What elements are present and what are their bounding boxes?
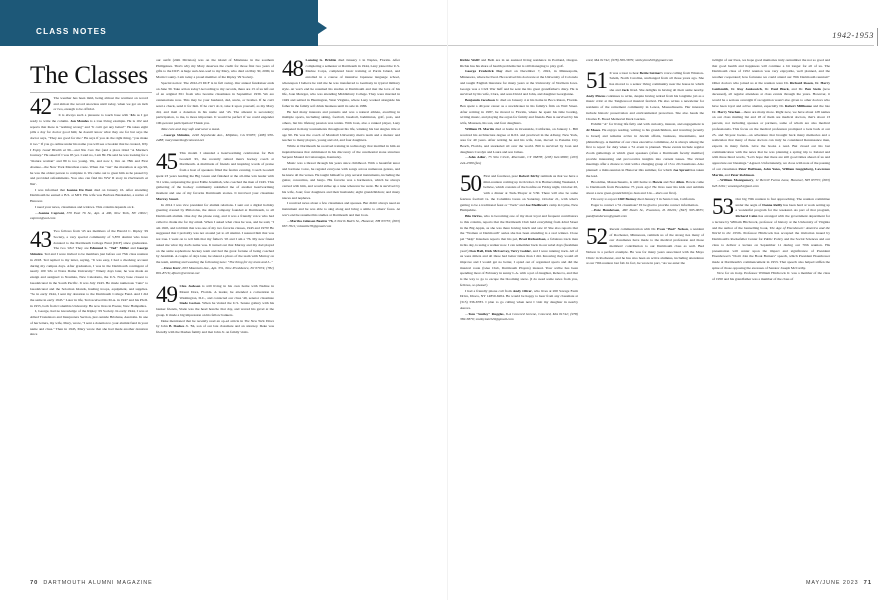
class-secretary-signature: —Joanna Caproni, 370 East 76 St., Apt. A 406, New York, NY 10021; caproni@aol.com xyxy=(30,210,149,221)
class-secretary-signature: —Tom "Smiley" Ruggles, 8-A Concord Greene, Concord, MA 01742; (978) 369-5879; smileytom329@gmail.com xyxy=(460,311,578,322)
class-note-paragraph: 50 First and foremost, prez Robert Kirby reminds us that we have a mini-reunion coming up in October. It is Homecoming Weekend, I believe, which consists of the bonfire on Friday night, October 20, with a dinner at Tuck-Thayer at 5:30. There will also be some fearless football vs. the Columbia Lions on Saturday, October 21, with what's getting to be a traditional feast or "Tuck" and Joe Medlicott's camp in Lyme, New Hampshire. xyxy=(460,171,579,213)
class-note-paragraph: 52 Recent communication with Dr. Evan "Bud" Nelson, a resident of Rochester, Minnesota, reminds us of the strong ties many of our classmates have made to the medical profession and those members' contribution to our Dartmouth class as well. Bud Nelson is a perfect example. He was for many years associated with the Mayo Clinic in Rochester, and he has also been an active alumnus, including attendance at our 70th reunion last fall. In fact, he wrote in part, "As we enter the xyxy=(586,224,705,266)
class-secretary-signature: —Pete Henderson, 480 Davis St., Evanston, IL 60201; (847) 905-0635; pandjhenderson@gmail.com xyxy=(586,208,704,219)
class-note-paragraph: Exhibit "A" for living life fully and with curiosity, interest, and engagement is Al Moses. He enjoys reading, writing to his grandchildren, and traveling (scantly to Israel) and remains active in Jewish affairs, business, investments, and philanthropy. A member of our class executive committee, Al is always among the first to report for duty when a '51 event is planned. These events include regular Zoom gatherings at which great speakers (often a Dartmouth faculty member) provide interesting and provocative insights into current issues. The virtual meetings offer a chance to visit with a changing group of 15 to 20 classmates. Also planned: a mini-reunion in Hanover this summer, for which Joe Sproul has taken the lead. xyxy=(586,122,704,178)
class-note-paragraph: Music was a thread through his years since childhood. With a beautiful tenor and baritone voice, he regaled everyone with songs across numerous genres, and he knew all the verses. He taught himself to play several instruments, including the guitar, concertina, and banjo. His favorite was a harmonica, which he always carried with him, and would strike up a tune wherever he went. He is survived by his wife, Joan; four daughters and their husbands; eight grandchildren; and many nieces and nephews. xyxy=(282,161,400,200)
class-note-entry xyxy=(156,281,275,336)
class-note-paragraph: I, George, had no knowledge of the Ripley '29 Society. In early 1944, I was at Allied Translators and Interpreters Section, just outside Brisbane, Australia. In one of her letters, my wife, Mary, wrote, "I sent a donation to your alumni fund in your name and class." Then in 1945, Mary wrote that she had made another donation since xyxy=(30,309,148,337)
page-number-left: 70 xyxy=(30,580,39,586)
banner-arrow-icon xyxy=(318,22,327,34)
class-secretary-signature: —John Adler, 75 Silo Circle, Riverside, CT 06878; (203) 622-9089; (203) 244-2580 (fax) xyxy=(460,155,578,166)
title-underline xyxy=(30,92,152,93)
class-secretary-signature: —Martha Johnson Beattie '76, 6 North Balch St., Hanover, NH 03755; (603) 667-7611; mbeattie76@gmail.com xyxy=(282,218,400,229)
class-year-dropcap: 43 xyxy=(30,226,51,252)
header-rule xyxy=(318,45,874,46)
class-notes-label: CLASS NOTES xyxy=(36,27,107,36)
class-note-paragraph: twilight of our lives, we hope good memories truly outnumber the not so good and that good health and happiness will continue a bit longer for all of us. The Dartmouth class of 1952 reunion was very enjoyable, well planned, and the weather cooperated; how fortunate we could attend our 70th Dartmouth reunion!" Other doctors who joined us at the reunion were Dr. Richard Rosen, Dr. Harry Goldsmith, Dr. Roy Jankowich, Dr. Paul Black, and Dr. Ben Stein (now deceased), all regular attendees at class events through the years. However, it would be a serious oversight if recognition wasn't also given to other doctors who have been loyal and active alumni, especially Dr. Robert Millhouse and the late Dr. Harry Wachen—there are many more. Right now, we have about 128 names on our class mailing list and 18 of them are medical doctors, that's about 13 percent, not including spouses or partners, some of whom are also medical professionals. This focus on the medical profession prompted a look back at our 25- and 50-year books—an adventure that brought back many memories and a realization that many of these doctors can truly be considered Renaissance men, experts in many fields. Give the books a read. But closed out his last communication with the news that he was planning a spring trip to Ireland and with three hired words, "Let's hope that there are still good times ahead of us and appreciate our blessings." Agreed. Unfortunately, we close with note of the passing of our classmates Peter Hoffman, John Yates, William Guggisberg, Lawrence Martin, and Peter Robinson. xyxy=(712,58,831,177)
class-note-paragraph: Eager to contact a '51 classmate? I'd be glad to provide contact information. xyxy=(591,202,699,207)
class-note-paragraph: George Frederick Day died on December 7, 2022, in Minneapolis, Minnesota, where he lived. He received his doctorate at the University of Colorado and taught English literature for many years at the University of Northern Iowa. George was a Civil War buff and he sent me his great grandfather's diary. He is survived by his wife, Clara, and sons David and John, and daughter Georgianne. xyxy=(460,69,578,97)
text-column xyxy=(460,58,578,548)
class-note-paragraph: our outfit (24th Division) was on the island of Mindanao in the southern Philippines. That's why my Mary deserves the credit for those first two years of gifts to the DCF. A huge wah-hoo-wah to my Mary, who died on May 30, 2000, in Marin County. I am today a proud member of the Ripley '29 Society. xyxy=(156,58,274,80)
class-note-paragraph: 45 This month I attended a heartwarming celebration for Bob Goodell '45, the recently retired men's hockey coach at Dartmouth. A multitude of friends and inspiring words of praise from a host of speakers filled the festive evening. Coach Goodell spent 23 years leading the Big Green and finished at the all-time win leader with 311 wins, surpassing the great Eddie Jeremiah, who coached the men of 1945. This gathering of the hockey community rekindled me of another heartwarming moment and one of my favorite Dartmouth stories. It involved your classmate Murray Smart. xyxy=(156,148,275,201)
class-note-paragraph: I need your news, classmates and widows. This column depends on it. xyxy=(35,204,135,209)
class-note-entry xyxy=(460,171,579,323)
text-column xyxy=(712,58,830,548)
class-note-entry xyxy=(586,68,705,220)
class-note-paragraph: Take care and stay safe and wear a mask. xyxy=(161,126,220,131)
footer-right xyxy=(806,580,872,586)
class-note-paragraph: William H. Martin died at home in Oceanside, California, on January 1. Bill received his architecture degree at R.P.I. and practiced in the Albany, New York, area for 40 years. After retiring he and his wife, Joan, moved to Panama City Beach, Florida, and snorkeled all over the world. Bill is survived by Joan and daughters Carolyn and Laura and son James. xyxy=(460,126,579,154)
text-column xyxy=(586,58,704,548)
class-secretary-signature: —William Montgomery, 11 Berrill Farms Lane, Hanover, NH 03755; (603) 643-5261; wmontgo52@aol.com xyxy=(712,178,830,189)
text-column xyxy=(30,93,149,548)
class-year-dropcap: 42 xyxy=(30,93,51,119)
class-note-entry xyxy=(30,93,149,222)
class-note-paragraph: 49 Cléo Jackson is still living in his own home with Nadine in Mount Dora, Florida. A leader, he attended a convention in Washington, D.C., and contacted our class '49, senator classmate Slade Gorton. When he visited the U.S. Senate gallery with his banker friends, Slade was the head honcho that day, and waved his gavel at the group. It made a big impression on his fellow bankers. xyxy=(156,281,275,317)
folio-divider xyxy=(877,28,878,46)
issue-date: MAY/JUNE 2023 xyxy=(805,580,859,586)
class-note-paragraph: Special notice: The 2022-23 DCF is in full swing. Our annual fundraiser ends on June 30. Take action today! According to my records, there are 13 of us left out of an original 651 frosh who became classmates in September 1939. We are centenarians now. This may be your husband, dad, uncle, or brother. If he can't send a check, send it for him. If he can't do it, take it upon yourself, as my Mary did, and mail a donation in his name and '43. The amount is secondary; participation, to me, is more important. It would be perfect if we could engender 100-percent participation! Thank you. xyxy=(156,80,274,126)
class-note-entry xyxy=(586,58,704,64)
class-year-dropcap: 52 xyxy=(586,224,607,250)
class-note-paragraph: In 2014 I was vice president for alumni relations. I sent out a digital holiday greeting created by Philotolus, the dance company founded at Dartmouth, to all Dartmouth alumni. One day the phone rang, and it was a friendly voice who had called to thank me for my email. When I asked what class he was, and he said, "I am 1945, and told him that was one of my two favorite classes, 1945 and 1979! He suggested that I probably was not around yet to all alumni. I assured him that was not true. I went on to tell him that my father's '45 and I am a '76. My new friend asked me what my dad's name was. It turned out that Murray and my dad played on the same sophomore hockey team and had the great fortune of being coached by Jeremiah. A couple of days later, he shared a photo of the team with Murray on the team, smiling and wearing the following note: "The thing for my team and I..." xyxy=(156,202,274,264)
page-gutter xyxy=(447,0,448,600)
class-note-paragraph: I'm sorry to report Cliff Barney died January 3 in Santa Cruz, California. xyxy=(591,196,696,201)
class-note-paragraph: He had many interests and pursuits and was a natural athlete, excelling in multiple sports, including skiing, football, baseball, badminton, golf, polo, and others, but his lifelong passion was tennis. With Joan, also a ranked player, Lany competed in many tournaments throughout his life, winning his last singles title at age 90. He was the coach of Marshall University men's team and a mentor and teacher to many players, young and old, and four daughters. xyxy=(282,109,400,143)
class-note-paragraph: 43 Two fellows from '43 are members of the Harold C. Ripley '29 Society, a very special community of 5,870 alumni who have donated to the Dartmouth College Fund (DCF) since graduation. The two '43s? They are Edmund S. "Ted" Miller and George Shimizu. Ted and I were invited to be members just before our 75th class reunion in 2018. Ted replied to my letter, saying, "It was easy, I had a checking account during my campus days. After graduation, I was in the Dartmouth contingent of nearly 100 '43s at Notre Dame University." Ninety days later, he was made an ensign and assigned to Nouméa, New Caledonia, the U.S. Navy base closest to Guadalcanal in the South Pacific. It was July 1943. He made numerous "runs" to Guadalcanal and the Solomon Islands, hauling troops, equipment, and supplies. "So in early 1944, I sent my donation to the Dartmouth College Fund. And I did the same in early 1945." Later in life, Ted received his M.A. in 1947 and his Ph.D. in 1955, both from Columbia University. He now lives in Exeter, New Hampshire. xyxy=(30,226,148,308)
class-note-entry xyxy=(156,58,274,144)
page-title: The Classes xyxy=(30,62,148,89)
class-note-entry xyxy=(156,148,275,277)
class-note-paragraph: Benjamin Jacobson Jr. died on January 4 at his home in Boca Raton, Florida. Ben spent a 40-year career as a stockbroker in his family's firm on Wall Street. After retiring in 1987, he moved to Florida, where he spent his time boating, writing music, and playing the organ for family and friends. Ben is survived by his wife, Maureen, his son, and four daughters. xyxy=(460,98,578,126)
class-year-dropcap: 49 xyxy=(156,281,177,307)
class-note-paragraph: 51 It was a treat to hear Bettie Suttner's voice calling from Winston-Salem, North Carolina, unchanged from all those years ago. She has moved to a senior living community near the house in which she and Jack lived. She delights in having all their same nearby. Andy Pincus continues to write, despite having retired from his longtime job as a music critic at the Tanglewood musical festival. He also writes a newsletter for residents of the retirement community in Lenox, Massachusetts. Her interests include historic preservation and environmental protection. She also heads the Charles E. Breed Memorial Deck Garden. xyxy=(586,68,705,121)
class-note-paragraph: 53 Our big 70th reunion is fast approaching. The reunion committee under the aegis of Donna Reilly has been hard at work setting up a wonderful program for the weekend. As part of that program, Richard Cahn has arranged with the government department for a lecture by William Hitchcock, professor of history at the University of Virginia and the author of the bestselling book, The Age of Eisenhower: America and the World in the 1950s. Professor Hitchcock has accepted the invitation issued by Dartmouth's Rockefeller Center for Public Policy and the Social Sciences and our class to deliver a lecture on September 11 during our 70th reunion. His presentation will center upon the impact and significance of President Eisenhower's "Don't Join the Book Burners" speech, which President Eisenhower made at Dartmouth's commencement in 1953. That speech also helped stiffen the spine of those opposing the excesses of Senator Joseph McCarthy. xyxy=(712,194,830,270)
class-year-dropcap: 51 xyxy=(586,68,607,94)
class-note-paragraph: It is always such a pleasure to touch base with '42s as I get ready to write the column. Jon Mendes is a true living example. He is 102 and reports that there is "nothing wrong" and "it can't get any better!" He takes eight pills a day for doctor good him; he doesn't know what they are for but says the doctor says, "They are good for me." He says if you do the right thing, "you make it too." If you go online under his name you will see a booklet that he created, Why I Enjoy Good Health at 96—and You Can Too (and a place titled "A Marine's Journey." He asked if I was 95 yet. I said no, I am 89. He said he was looking for a "mature woman" and 89 is too young. We, and now I, live on 78th and First Avenue—the New York Marathon route. When Jon "ran" the marathon at age 96, he was the oldest person to complete it. We came out to greet him as he passed by and provided refreshments. You also can find his WW II story in Dartmouth at War. xyxy=(30,113,149,187)
class-year-dropcap: 48 xyxy=(282,55,303,81)
footer-left xyxy=(30,580,153,586)
class-year-dropcap: 45 xyxy=(156,148,177,174)
magazine-name: DARTMOUTH ALUMNI MAGAZINE xyxy=(43,580,153,586)
class-note-paragraph: While at Dartmouth he received training in technology that instilled in him an inquisitiveness that culminated in his discovery of the ceremonial stone structure Serpent Mound in Cattaraugus, Kentucky. xyxy=(282,144,400,160)
class-note-entry xyxy=(586,224,705,267)
class-note-paragraph: I had a friendly phone call from Andy Oliver, who lives at 200 Savage Farm Drive, Ithaca, NY 14850-6204. He would be happy to hear from any classmate at (315) 336-6783. I plan to go calling when next I visit my daughter in nearby Aurora. xyxy=(460,288,579,310)
class-note-entry xyxy=(282,55,400,230)
text-column xyxy=(282,55,400,548)
text-column xyxy=(156,58,274,548)
class-note-paragraph: Richie Wolff and Beth are in an assisted living residence in Portland, Oregon. Richie has his share of health problems but is still managing to play golf. xyxy=(460,58,578,68)
class-note-entry xyxy=(460,58,578,167)
class-note-paragraph: Deke mentioned that he recently read an op-ed article in The New York Times by John B. Dashes Jr. '84, son of our late classmate and an attorney. Deke was friendly with the Dashes family and met John Jr. on family visits. xyxy=(156,318,274,335)
class-note-paragraph: Bilo DeVos, who is becoming one of my most loyal and frequent contributors to this column, reports that the Dartmouth Club held everything from 42nd Street in the Big Apple, as she was there having lunch and saw it! She also reports that the "Women at Dartmouth" series she has been attending is a real winner. Close pal "Skip" Knudsen reports that his pal, Brad Richardson, a fabulous track man in his day, is using a walker now. I can remember back in our salad days (freshman year!) Don Hall, Dick McGarvey, Terry Golder, and I were running track. All of us were milers and all three had better times than I did. Knowing they would all improve and I would get no better, I opted out of organized sports and did the musical route (Glee Club, Dartmouth Players) instead. Your scribe has been spending most of February in sunny L.A. with a pal of daughter, Rebecca, and that is the way to go to escape the blooming snow. (I do need some news from you, fellows, so please!) xyxy=(460,214,578,287)
class-note-paragraph: Brookline, Massachusetts, is still home to Howie and Nat Allen. Howie came to Dartmouth from Brookline 75 years ago! He lives near his kids and submits about a new great-grandchild (as Jean and I do—she's our first). xyxy=(586,179,704,196)
class-notes-banner xyxy=(0,0,318,46)
class-note-entry xyxy=(712,58,830,190)
class-note-paragraph: I was informed that Ioanna Du Pont died on January 16. After attending Dartmouth he earned a B.S. at MIT. His wife was Barbara Batzkelder, a native of Hanover. xyxy=(30,187,148,204)
page-number-right: 71 xyxy=(863,580,872,586)
class-year-dropcap: 50 xyxy=(460,171,481,197)
folio-class-range: 1942-1953 xyxy=(832,31,874,40)
class-note-entry xyxy=(30,226,148,338)
class-note-paragraph: I received news about a few classmates and spouses. But didn't always need an instrument and he was able to sing along and bring a smile to others' faces. At war's end he resumed his studies at Dartmouth and met Joan. xyxy=(282,201,400,217)
class-secretary-signature: —Dave Kurr, 603 Mountain Ave., Apt. 331, New Providence, NJ 07974; (781) 801-8716; djkurr@verizon.net xyxy=(156,265,274,276)
class-note-paragraph: 42 The weather has been mild, being almost the warmest on record and almost the record snowless until today, when we got an inch or two, enough to be official. xyxy=(30,93,148,119)
class-secretary-signature: —George Shimizu, 2240 Sepulveda Ave., Milpitas, CA 95035; (408) 930-2488; marysmariko@comcast.net xyxy=(156,132,274,143)
class-note-entry xyxy=(712,194,830,283)
class-note-paragraph: Now for an irony. Professor William Hitchcock Jr. was a member of the class of 1950 and his grandfather was a member of the class of xyxy=(712,271,830,282)
class-note-paragraph: cord, MA 01742; (978) 369-5879; smileytom329@gmail.com xyxy=(586,58,674,62)
class-year-dropcap: 53 xyxy=(712,194,733,220)
class-note-paragraph: 48 Lansing G. Brisbin died January 1 in Naples, Florida. After completing a semester at Dartmouth in 1944, Lany joined the U.S. Marine Corps, completed basic training at Parris Island, and enrolled in a course of intensive Japanese language school, whereupon I believe he told me he was transferred to Germany in typical military style. At war's end he resumed his studies at Dartmouth and met the love of his life, Joan Metzger, who was attending Middlebury College. They were married in 1949 and settled in Huntington, West Virginia, where Lany worked alongside his father in the family soft drink business until its sale in 1986. xyxy=(282,55,400,108)
